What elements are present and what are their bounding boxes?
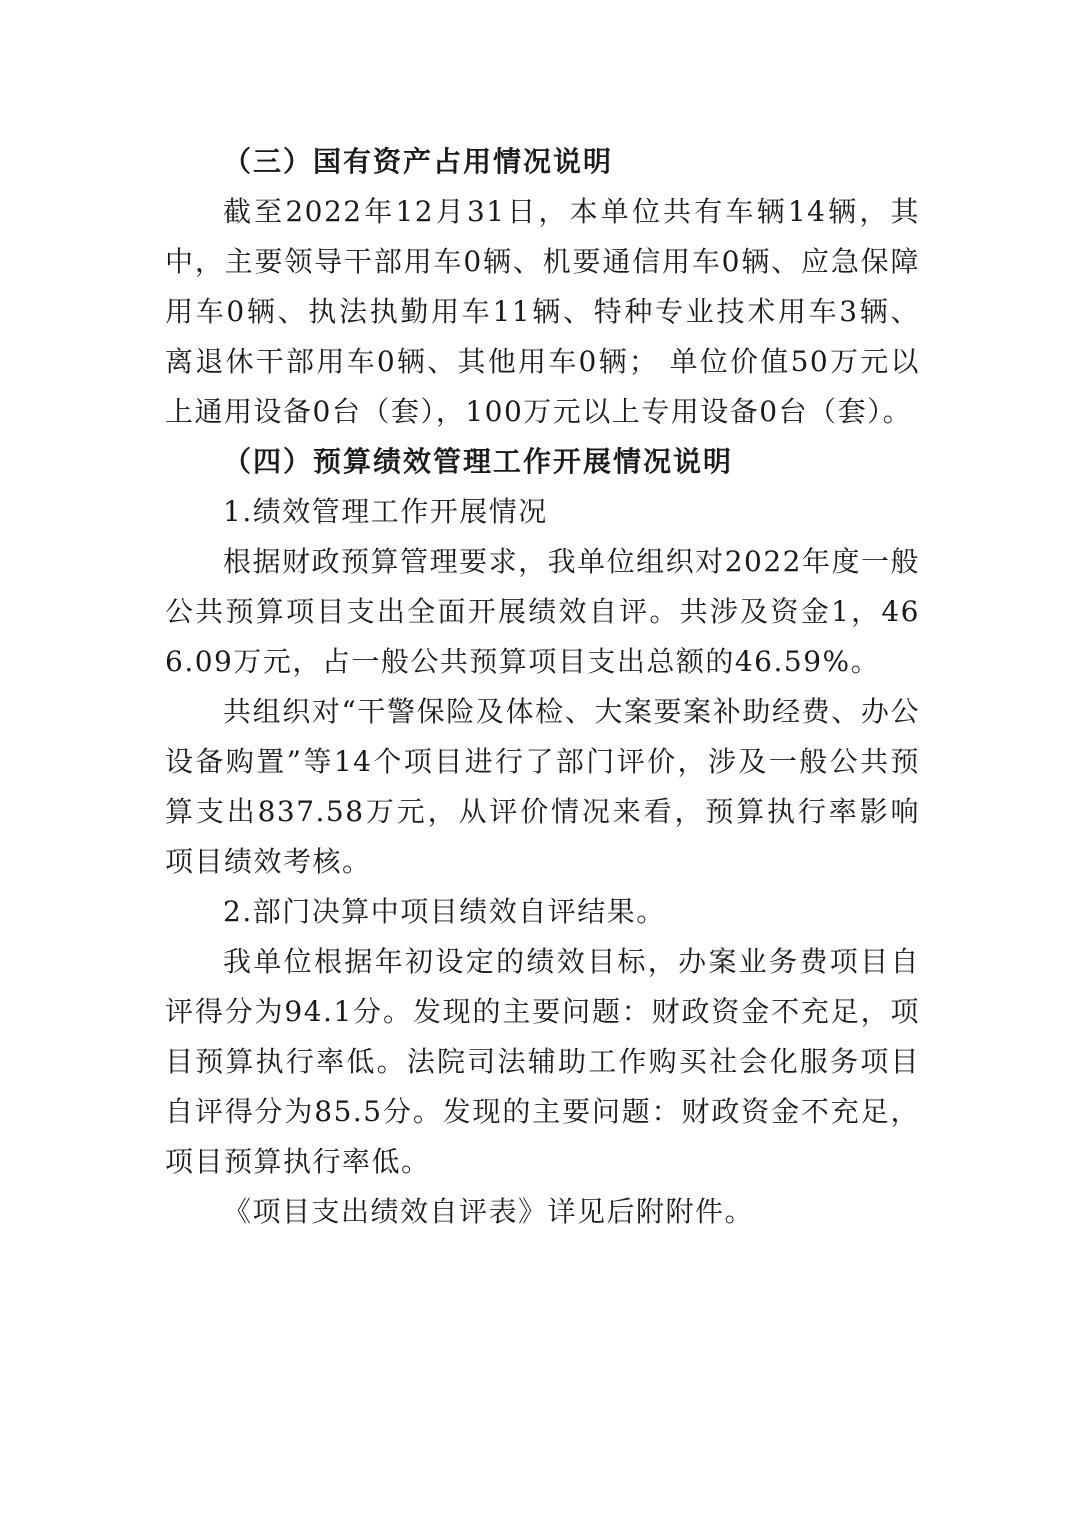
self-evaluation-paragraph: 我单位根据年初设定的绩效目标，办案业务费项目自评得分为94.1分。发现的主要问题：财政资金不充足，项目预算执行率低。法院司法辅助工作购买社会化服务项目自评得分为85.5分。发现的主要问题：财政资金不充足，项目预算执行率低。 bbox=[165, 945, 920, 1178]
section-heading-assets: （三）国有资产占用情况说明 bbox=[223, 145, 614, 178]
performance-paragraph-1: 根据财政预算管理要求，我单位组织对2022年度一般公共预算项目支出全面开展绩效自评。共涉及资金1，466.09万元，占一般公共预算项目支出总额的46.59%。 bbox=[165, 545, 920, 678]
attachment-note: 《项目支出绩效自评表》详见后附附件。 bbox=[223, 1195, 755, 1228]
subsection-title-self-evaluation: 2.部门决算中项目绩效自评结果。 bbox=[223, 895, 666, 928]
document-body bbox=[165, 137, 920, 1237]
performance-paragraph-2: 共组织对“干警保险及体检、大案要案补助经费、办公设备购置”等14个项目进行了部门评价，涉及一般公共预算支出837.58万元，从评价情况来看，预算执行率影响项目绩效考核。 bbox=[165, 695, 920, 878]
section-heading-performance: （四）预算绩效管理工作开展情况说明 bbox=[223, 445, 734, 478]
assets-paragraph: 截至2022年12月31日，本单位共有车辆14辆，其中，主要领导干部用车0辆、机要通信用车0辆、应急保障用车0辆、执法执勤用车11辆、特种专业技术用车3辆、离退休干部用车0辆、其他用车0辆； 单位价值50万元以上通用设备0台（套），100万元以上专用设备0台（套）。 bbox=[165, 195, 920, 428]
subsection-title-performance-work: 1.绩效管理工作开展情况 bbox=[223, 495, 548, 528]
